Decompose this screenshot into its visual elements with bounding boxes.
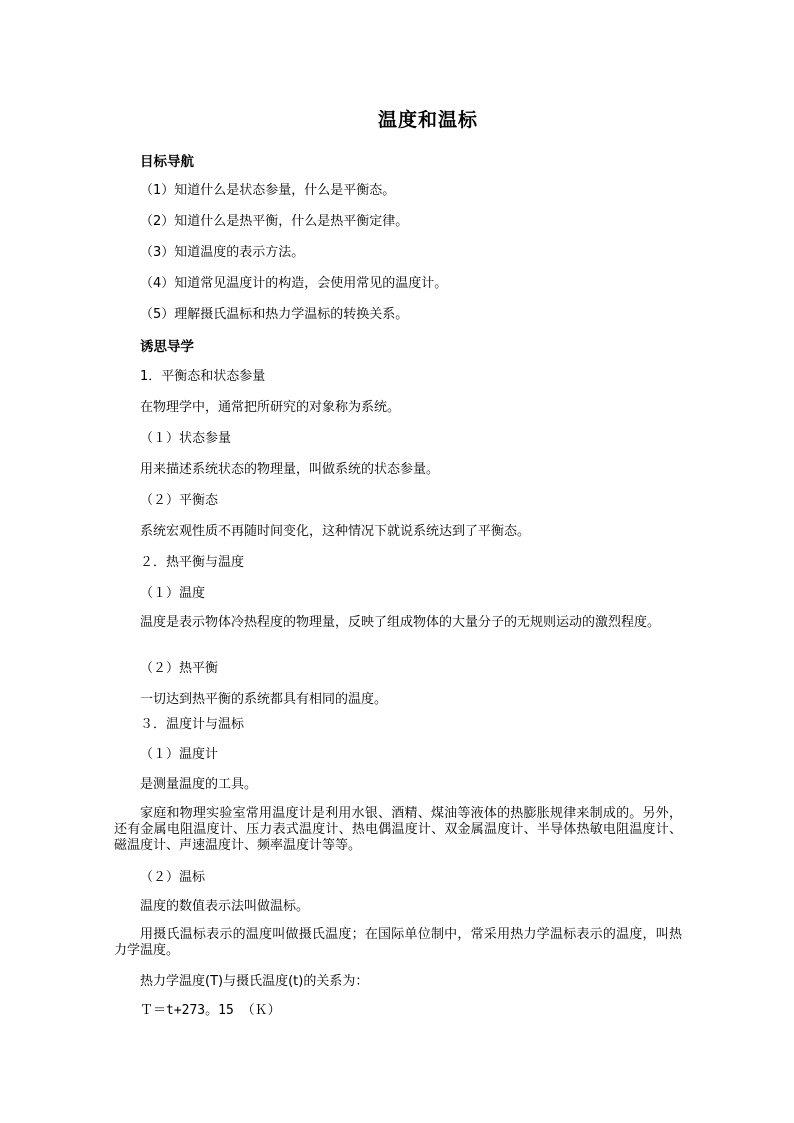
paragraph-text: 家庭和物理实验室常用温度计是利用水银、酒精、煤油等液体的热膨胀规律来制成的。另外，还有金属电阻温度计、压力表式温度计、热电偶温度计、双金属温度计、半导体热敏电阻温度计、磁温度计、声速温度计、频率温度计等等。 <box>114 806 682 853</box>
sub-item-heading: （２）平衡态 <box>140 493 219 508</box>
goal-item-1: （1）知道什么是状态参量，什么是平衡态。 <box>140 183 396 198</box>
subsection-heading-2: ２．热平衡与温度 <box>140 555 245 570</box>
paragraph-text: 一切达到热平衡的系统都具有相同的温度。 <box>140 692 388 707</box>
section-heading-goals: 目标导航 <box>140 154 194 170</box>
sub-item-heading: （２）热平衡 <box>140 661 219 676</box>
subsection-heading-3: ３．温度计与温标 <box>140 717 245 732</box>
goal-item-5: （5）理解摄氏温标和热力学温标的转换关系。 <box>140 307 409 322</box>
goal-item-3: （3）知道温度的表示方法。 <box>140 245 305 260</box>
sub-item-heading: （１）状态参量 <box>140 431 232 446</box>
sub-item-heading: （１）温度计 <box>140 747 219 762</box>
paragraph-text: 温度的数值表示法叫做温标。 <box>140 899 310 914</box>
paragraph-text: 系统宏观性质不再随时间变化，这种情况下就说系统达到了平衡态。 <box>140 524 531 539</box>
paragraph-text: 是测量温度的工具。 <box>140 777 258 792</box>
section-heading-guide: 诱思导学 <box>140 339 194 355</box>
paragraph-text: 温度是表示物体冷热程度的物理量，反映了组成物体的大量分子的无规则运动的激烈程度。 <box>140 615 661 630</box>
document-title: 温度和温标 <box>377 109 478 131</box>
sub-item-heading: （２）温标 <box>140 870 206 885</box>
subsection-heading-1: 1．平衡态和状态参量 <box>140 369 266 384</box>
formula: Ｔ＝t+273。15 （Ｋ） <box>140 1003 281 1018</box>
paragraph-text: 在物理学中，通常把所研究的对象称为系统。 <box>140 400 401 415</box>
paragraph-text: 用摄氏温标表示的温度叫做摄氏温度；在国际单位制中，常采用热力学温标表示的温度，叫热力学温度。 <box>114 927 682 958</box>
goal-item-2: （2）知道什么是热平衡，什么是热平衡定律。 <box>140 214 409 229</box>
paragraph-text: 热力学温度(T)与摄氏温度(t)的关系为： <box>140 974 369 989</box>
goal-item-4: （4）知道常见温度计的构造，会使用常见的温度计。 <box>140 276 448 291</box>
sub-item-heading: （１）温度 <box>140 586 206 601</box>
paragraph-text: 用来描述系统状态的物理量，叫做系统的状态参量。 <box>140 462 440 477</box>
